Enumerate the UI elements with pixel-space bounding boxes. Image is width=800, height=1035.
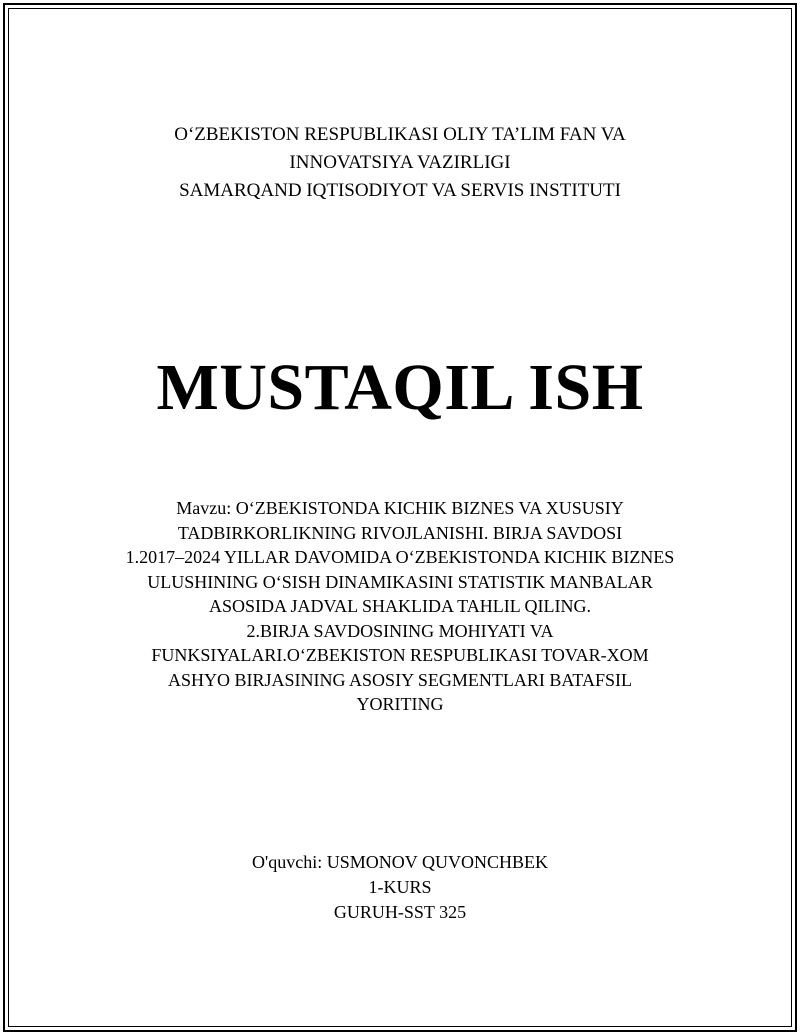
author-block (0, 850, 800, 925)
student-name: O'quvchi: USMONOV QUVONCHBEK (252, 852, 548, 872)
topic-line: 1.2017–2024 YILLAR DAVOMIDA O‘ZBEKISTONDA KICHIK BIZNES (125, 547, 675, 567)
topic-line: Mavzu: O‘ZBEKISTONDA KICHIK BIZNES VA XUSUSIY (176, 498, 624, 518)
document-title: MUSTAQIL ISH (156, 351, 644, 424)
header-line-ministry-1: O‘ZBEKISTON RESPUBLIKASI OLIY TA’LIM FAN VA (174, 124, 626, 145)
topic-line: YORITING (356, 694, 444, 714)
institution-header (0, 121, 800, 205)
header-line-ministry-2: INNOVATSIYA VAZIRLIGI (289, 152, 511, 173)
group-code: GURUH-SST 325 (333, 902, 467, 922)
topic-line: ULUSHINING O‘SISH DINAMIKASINI STATISTIK MANBALAR (147, 571, 653, 592)
course-year: 1-KURS (368, 877, 432, 897)
topic-line: ASOSIDA JADVAL SHAKLIDA TAHLIL QILING. (208, 596, 592, 616)
topic-line: FUNKSIYALARI.O‘ZBEKISTON RESPUBLIKASI TOVAR-XOM (151, 645, 649, 665)
topic-line: ASHYO BIRJASINING ASOSIY SEGMENTLARI BATAFSIL (168, 669, 632, 690)
topic-block (0, 496, 800, 717)
topic-line: 2.BIRJA SAVDOSINING MOHIYATI VA (246, 620, 554, 641)
header-line-institute: SAMARQAND IQTISODIYOT VA SERVIS INSTITUTI (179, 180, 621, 201)
topic-line: TADBIRKORLIKNING RIVOJLANISHI. BIRJA SAVDOSI (177, 522, 623, 543)
